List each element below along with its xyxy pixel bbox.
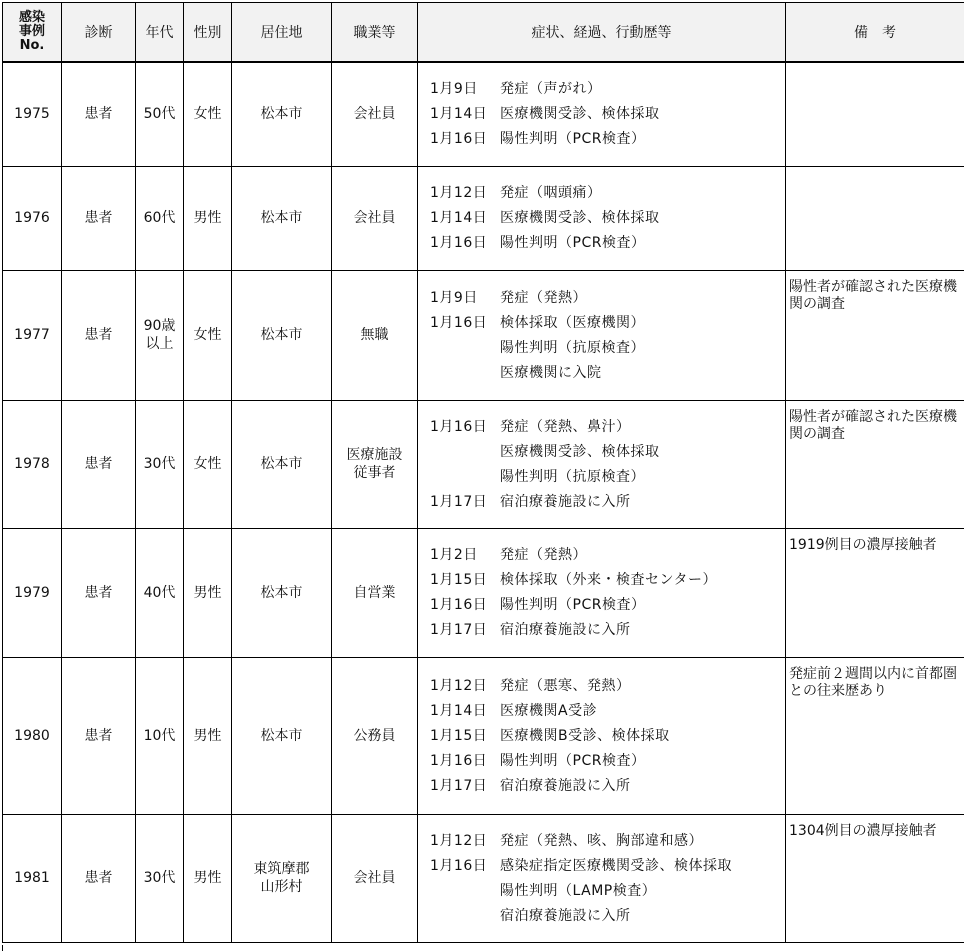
event-line xyxy=(430,335,785,360)
event-line xyxy=(430,464,785,489)
event-line xyxy=(430,828,785,853)
sex-cell: 男性 xyxy=(184,814,232,942)
event-text: 発症（咽頭痛） xyxy=(500,185,602,201)
event-text: 宿泊療養施設に入所 xyxy=(500,907,631,924)
residence-cell: 松本市 xyxy=(232,166,332,270)
event-line xyxy=(430,310,785,335)
notes-cell xyxy=(786,62,964,166)
table-row xyxy=(3,657,964,814)
event-text: 発症（声がれ） xyxy=(500,81,602,98)
header-diagnosis: 診断 xyxy=(62,3,136,63)
case-number-cell: 1977 xyxy=(3,270,62,400)
event-line xyxy=(430,439,785,464)
header-occupation: 職業等 xyxy=(332,3,418,63)
event-date: 1月14日 xyxy=(430,210,488,226)
symptoms-cell xyxy=(418,528,786,657)
residence-cell: 東筑摩郡 山形村 xyxy=(232,814,332,942)
header-symptoms: 症状、経過、行動歴等 xyxy=(418,3,786,63)
table-row xyxy=(3,400,964,528)
event-line xyxy=(430,206,785,231)
event-date: 1月16日 xyxy=(430,131,488,148)
event-line xyxy=(430,673,785,698)
event-date: 1月15日 xyxy=(430,727,488,744)
event-text: 医療機関受診、検体採取 xyxy=(500,210,660,226)
sex-cell: 男性 xyxy=(184,528,232,657)
event-date: 1月17日 xyxy=(430,493,488,510)
residence-cell: 松本市 xyxy=(232,62,332,166)
event-text: 陽性判明（PCR検査） xyxy=(500,752,646,769)
header-age: 年代 xyxy=(136,3,184,63)
event-date: 1月12日 xyxy=(430,832,488,849)
occupation-cell: 無職 xyxy=(332,270,418,400)
residence-cell: 松本市 xyxy=(232,400,332,528)
age-cell: 10代 xyxy=(136,657,184,814)
event-line xyxy=(430,127,785,152)
symptoms-cell xyxy=(418,400,786,528)
event-line xyxy=(430,773,785,798)
event-line xyxy=(430,181,785,206)
case-number-cell: 1979 xyxy=(3,528,62,657)
event-line xyxy=(430,698,785,723)
event-text: 陽性判明（PCR検査） xyxy=(500,131,646,148)
case-number-cell: 1975 xyxy=(3,62,62,166)
residence-cell: 松本市 xyxy=(232,528,332,657)
diagnosis-cell: 患者 xyxy=(62,400,136,528)
event-date: 1月16日 xyxy=(430,235,488,251)
age-cell: 40代 xyxy=(136,528,184,657)
sex-cell: 女性 xyxy=(184,270,232,400)
event-date: 1月16日 xyxy=(430,857,488,874)
event-date: 1月17日 xyxy=(430,777,488,794)
event-line xyxy=(430,568,785,593)
occupation-cell: 会社員 xyxy=(332,62,418,166)
table-row xyxy=(3,270,964,400)
occupation-cell: 会社員 xyxy=(332,814,418,942)
event-text: 発症（発熱、咳、胸部違和感） xyxy=(500,832,703,849)
symptoms-cell xyxy=(418,166,786,270)
event-line xyxy=(430,360,785,385)
event-date: 1月12日 xyxy=(430,677,488,694)
event-text: 医療機関に入院 xyxy=(500,364,602,381)
event-line xyxy=(430,414,785,439)
notes-cell: 1304例目の濃厚接触者 xyxy=(786,814,964,942)
event-date: 1月14日 xyxy=(430,106,488,123)
case-table xyxy=(2,2,964,943)
event-line xyxy=(430,878,785,903)
event-text: 医療機関A受診 xyxy=(500,702,598,719)
event-date: 1月2日 xyxy=(430,547,478,563)
age-cell: 30代 xyxy=(136,814,184,942)
symptoms-cell xyxy=(418,62,786,166)
event-text: 医療機関受診、検体採取 xyxy=(500,106,660,123)
event-text: 宿泊療養施設に入所 xyxy=(500,777,631,794)
symptoms-cell xyxy=(418,814,786,942)
sex-cell: 女性 xyxy=(184,400,232,528)
event-text: 感染症指定医療機関受診、検体採取 xyxy=(500,857,732,874)
event-date: 1月16日 xyxy=(430,597,488,613)
event-text: 検体採取（医療機関） xyxy=(500,314,645,331)
sex-cell: 男性 xyxy=(184,657,232,814)
case-number-cell: 1980 xyxy=(3,657,62,814)
event-line xyxy=(430,77,785,102)
event-date: 1月9日 xyxy=(430,81,478,98)
event-text: 医療機関B受診、検体採取 xyxy=(500,727,670,744)
event-line xyxy=(430,543,785,568)
symptoms-cell xyxy=(418,270,786,400)
table-row xyxy=(3,166,964,270)
diagnosis-cell: 患者 xyxy=(62,528,136,657)
event-text: 陽性判明（抗原検査） xyxy=(500,339,645,356)
notes-cell: 発症前２週間以内に首都圏との往来歴あり xyxy=(786,657,964,814)
occupation-cell: 自営業 xyxy=(332,528,418,657)
event-text: 発症（発熱） xyxy=(500,547,587,563)
event-line xyxy=(430,618,785,643)
event-line xyxy=(430,853,785,878)
diagnosis-cell: 患者 xyxy=(62,814,136,942)
header-case-no: 感染 事例 No. xyxy=(3,3,62,63)
diagnosis-cell: 患者 xyxy=(62,166,136,270)
event-text: 陽性判明（PCR検査） xyxy=(500,235,646,251)
table-continuation xyxy=(2,945,964,951)
notes-cell xyxy=(786,166,964,270)
occupation-cell: 公務員 xyxy=(332,657,418,814)
notes-cell: 陽性者が確認された医療機関の調査 xyxy=(786,400,964,528)
sex-cell: 女性 xyxy=(184,62,232,166)
event-line xyxy=(430,903,785,928)
event-line xyxy=(430,723,785,748)
diagnosis-cell: 患者 xyxy=(62,62,136,166)
header-row xyxy=(3,3,964,63)
event-text: 宿泊療養施設に入所 xyxy=(500,622,631,638)
header-notes: 備 考 xyxy=(786,3,964,63)
event-date: 1月16日 xyxy=(430,752,488,769)
event-text: 検体採取（外来・検査センター） xyxy=(500,572,717,588)
event-date: 1月12日 xyxy=(430,185,488,201)
event-text: 発症（発熱、鼻汁） xyxy=(500,418,631,435)
event-text: 陽性判明（抗原検査） xyxy=(500,468,645,485)
event-date: 1月16日 xyxy=(430,418,488,435)
case-number-cell: 1976 xyxy=(3,166,62,270)
age-cell: 30代 xyxy=(136,400,184,528)
event-date: 1月17日 xyxy=(430,622,488,638)
header-sex: 性別 xyxy=(184,3,232,63)
case-number-cell: 1978 xyxy=(3,400,62,528)
age-cell: 50代 xyxy=(136,62,184,166)
event-line xyxy=(430,102,785,127)
event-date: 1月15日 xyxy=(430,572,488,588)
event-line xyxy=(430,231,785,256)
event-line xyxy=(430,489,785,514)
event-line xyxy=(430,285,785,310)
event-text: 発症（発熱） xyxy=(500,289,587,306)
event-text: 陽性判明（PCR検査） xyxy=(500,597,646,613)
case-number-cell: 1981 xyxy=(3,814,62,942)
age-cell: 60代 xyxy=(136,166,184,270)
event-line xyxy=(430,593,785,618)
table-row xyxy=(3,528,964,657)
table-row xyxy=(3,62,964,166)
residence-cell: 松本市 xyxy=(232,657,332,814)
occupation-cell: 医療施設 従事者 xyxy=(332,400,418,528)
residence-cell: 松本市 xyxy=(232,270,332,400)
event-text: 陽性判明（LAMP検査） xyxy=(500,882,657,899)
age-cell: 90歳 以上 xyxy=(136,270,184,400)
event-text: 発症（悪寒、発熱） xyxy=(500,677,631,694)
event-text: 宿泊療養施設に入所 xyxy=(500,493,631,510)
occupation-cell: 会社員 xyxy=(332,166,418,270)
event-date: 1月16日 xyxy=(430,314,488,331)
diagnosis-cell: 患者 xyxy=(62,657,136,814)
notes-cell: 陽性者が確認された医療機関の調査 xyxy=(786,270,964,400)
symptoms-cell xyxy=(418,657,786,814)
header-residence: 居住地 xyxy=(232,3,332,63)
event-date: 1月9日 xyxy=(430,289,478,306)
event-text: 医療機関受診、検体採取 xyxy=(500,443,660,460)
sex-cell: 男性 xyxy=(184,166,232,270)
notes-cell: 1919例目の濃厚接触者 xyxy=(786,528,964,657)
event-date: 1月14日 xyxy=(430,702,488,719)
table-row xyxy=(3,814,964,942)
event-line xyxy=(430,748,785,773)
diagnosis-cell: 患者 xyxy=(62,270,136,400)
